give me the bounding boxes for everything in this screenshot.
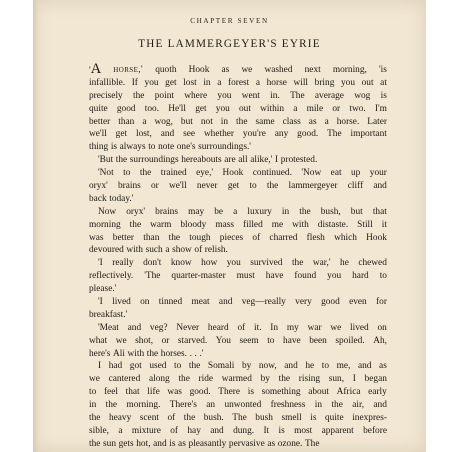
paragraph <box>89 360 387 450</box>
chapter-label: CHAPTER SEVEN <box>190 17 269 25</box>
text-line: I had got used to the Somali by now, and he to me, and as <box>98 361 387 372</box>
text-line: please.' <box>89 284 117 295</box>
body-text <box>89 61 387 451</box>
paragraph <box>89 322 387 361</box>
text-line: 'A horse,' quoth Hook as we washed next morning, 'is <box>89 61 387 77</box>
text-line: infallible. If you get lost in a forest a horse will bring you out at <box>89 77 387 88</box>
paragraph <box>89 296 387 322</box>
text-line: 'Meat and veg? Never heard of it. In my war we lived on <box>98 322 387 333</box>
text-line: sible, a mixture of hay and dung. It is most apparent before <box>89 425 387 436</box>
text-line: what we shot, or starved. You seem to have been spoiled. Ah, <box>89 335 387 346</box>
text-line: 'Not to the trained eye,' Hook continued. 'Now eat up your <box>98 168 387 179</box>
text-line: breakfast.' <box>89 309 128 320</box>
text-line: we'll get lost, and see whether you're any good. The important <box>89 129 387 140</box>
text-line: back today.' <box>89 193 134 204</box>
text-line: Now oryx' brains may be a luxury in the bush, but that <box>98 206 387 217</box>
paragraph <box>89 257 387 296</box>
text-line: oryx' brains or we'll never get to the lammergeyer cliff and <box>89 181 387 192</box>
text-line: thing is always to note one's surroundings.' <box>89 142 251 153</box>
text-line: reflectively. 'The quarter-master must have found you hard to <box>89 271 387 282</box>
text-line: to feel that life was good. There is something about Africa early <box>89 387 387 398</box>
text-line: precisely the point where you went in. The average wog is <box>89 90 387 101</box>
text-line: devoured with such a show of relish. <box>89 245 228 256</box>
text-line: was better than the tough pieces of charred flesh which Hook <box>89 232 387 243</box>
text-line: the heavy scent of the bush. The bush smell is quite inexpres- <box>89 413 387 424</box>
text-line: 'I lived on tinned meat and veg—really very good even for <box>98 297 387 308</box>
paragraph <box>89 61 387 154</box>
page-gutter-shadow <box>33 0 38 452</box>
text-line: morning the warm bloody mass filled me with distaste. Still it <box>89 219 387 230</box>
text-line: better than a wog, but not in the same class as a horse. Later <box>89 116 387 127</box>
paragraph <box>89 167 387 206</box>
text-line: here's Ali with the horses. . . .' <box>89 348 204 359</box>
text-line: 'But the surroundings hereabouts are all alike,' I protested. <box>98 155 318 166</box>
chapter-title: THE LAMMERGEYER'S EYRIE <box>138 38 321 50</box>
text-line: we cantered along the ride warmed by the rising sun, I began <box>89 374 387 385</box>
text-line: the sun gets hot, and is as pleasantly pervasive as ozone. The <box>89 438 320 449</box>
paragraph <box>89 154 387 167</box>
paragraph <box>89 206 387 258</box>
text-line: in the morning. There's an unwonted freshness in the air, and <box>89 400 387 411</box>
text-line: quite good too. He'll get you out within a mile or two. I'm <box>89 103 387 114</box>
text-line: 'I really don't know how you survived the war,' he chewed <box>98 258 387 269</box>
